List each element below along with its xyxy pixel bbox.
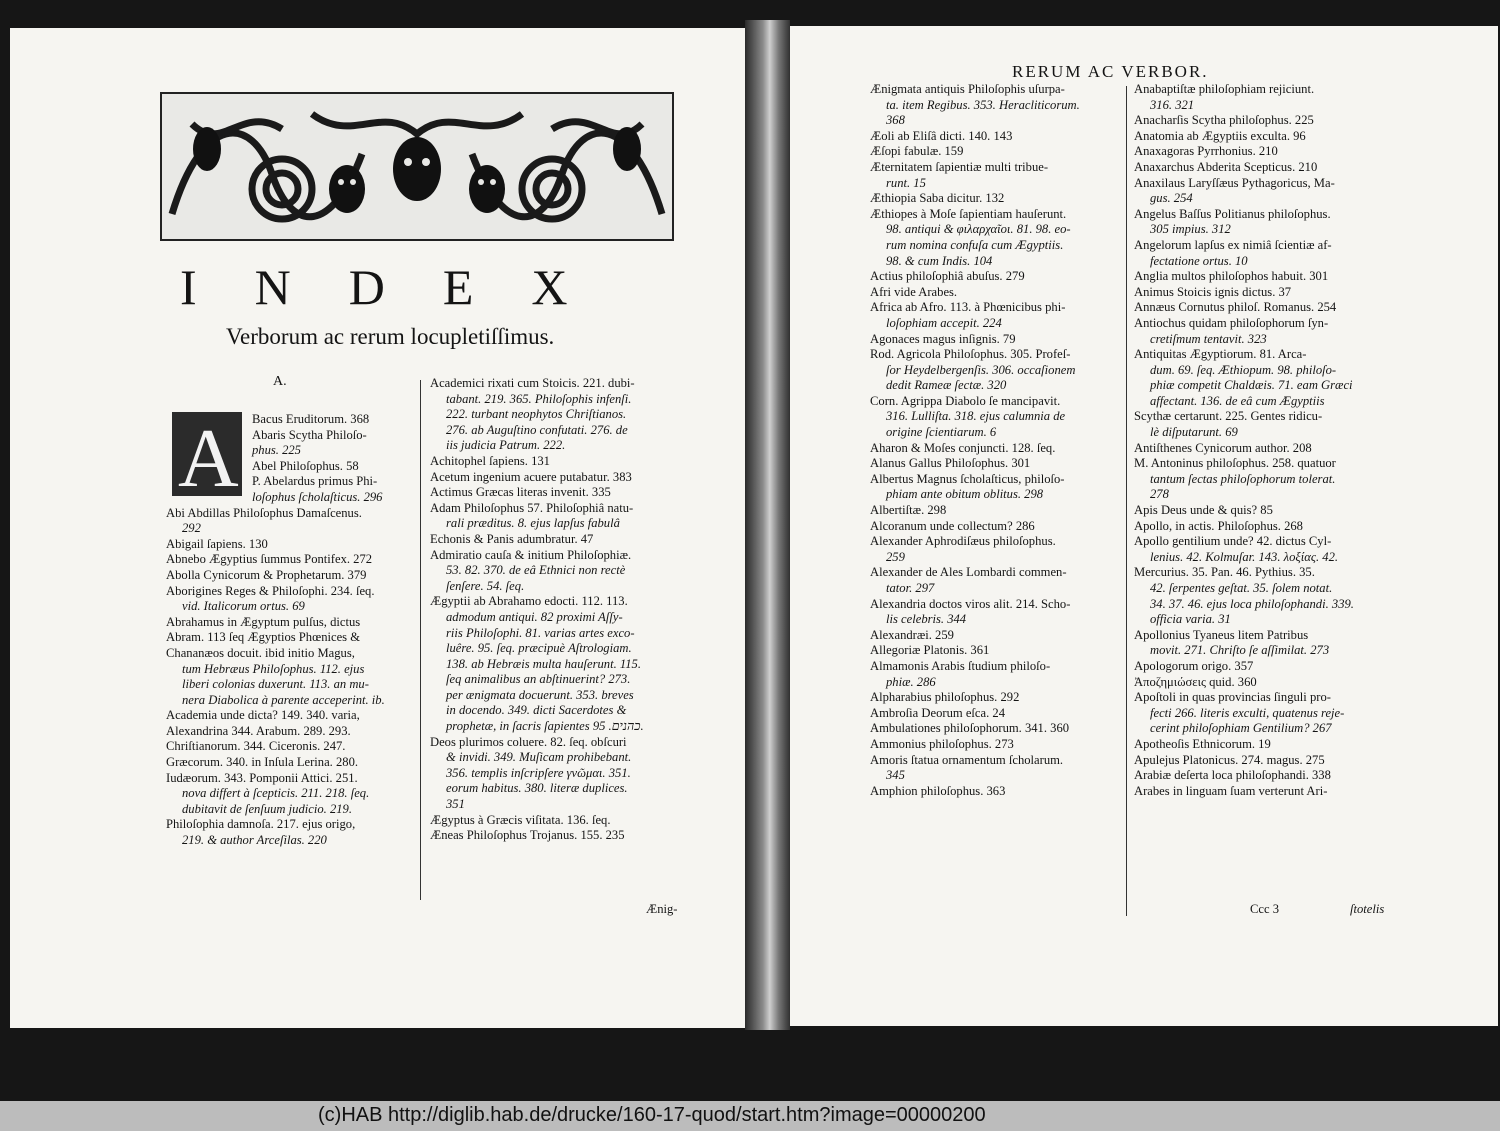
index-entry: Alexandræi. 259 (870, 627, 954, 642)
index-entry: Amoris ſtatua ornamentum ſcholarum. (870, 752, 1064, 767)
index-entry: P. Abelardus primus Phi- (252, 474, 378, 489)
index-entry: Anaxilaus Laryſſæus Pythagoricus, Ma- (1134, 175, 1335, 190)
index-entry: lis celebris. 344 (886, 612, 967, 627)
index-entry: vid. Italicorum ortus. 69 (182, 599, 305, 614)
index-entry: Albertus Magnus ſcholaſticus, philoſo- (870, 471, 1065, 486)
index-entry: phiæ competit Chaldæis. 71. eam Græci (1150, 378, 1353, 393)
index-entry: Apis Deus unde & quis? 85 (1134, 503, 1273, 518)
index-entry: rum nomina confuſa cum Ægyptiis. (886, 237, 1064, 252)
index-entry: 278 (1150, 487, 1169, 502)
index-entry: Arabiæ deſerta loca philoſophandi. 338 (1134, 768, 1331, 783)
index-entry: Albertiſtæ. 298 (870, 503, 947, 518)
index-entry: Æthiopes à Moſe ſapientiam hauſerunt. (870, 206, 1067, 221)
index-entry: Abolla Cynicorum & Prophetarum. 379 (166, 567, 367, 582)
right-catchword: ſtotelis (1350, 902, 1385, 916)
index-entry: dedit Rameæ ſectæ. 320 (886, 378, 1007, 393)
index-entry: Æneas Philoſophus Trojanus. 155. 235 (430, 828, 625, 843)
index-entry: Deos plurimos coluere. 82. ſeq. obſcuri (430, 734, 627, 749)
index-entry: Echonis & Panis adumbratur. 47 (430, 531, 594, 546)
index-entry: Alexander Aphrodiſæus philoſophus. (870, 534, 1056, 549)
book-gutter (745, 20, 790, 1030)
index-entry: 351 (446, 797, 465, 812)
index-entry: 259 (886, 549, 905, 564)
left-page-column-1 (166, 412, 414, 849)
index-entry: nera Diabolica à parente acceperint. ib. (182, 692, 385, 707)
index-entry: Abrahamus in Ægyptum pulſus, dictus (166, 614, 361, 629)
index-entry: tum Hebræus Philoſophus. 112. ejus (182, 661, 365, 676)
index-entry: movit. 271. Chriſto ſe aſſimilat. 273 (1150, 643, 1330, 658)
index-entry: ta. item Regibus. 353. Heracliticorum. (886, 97, 1080, 112)
index-entry: 368 (886, 113, 905, 128)
index-entry: Antiquitas Ægyptiorum. 81. Arca- (1134, 347, 1307, 362)
index-entry: loſophus ſcholaſticus. 296 (252, 489, 383, 504)
index-entry: Chananæos docuit. ibid initio Magus, (166, 645, 355, 660)
index-entry: Ammonius philoſophus. 273 (870, 736, 1014, 751)
index-entry: Adam Philoſophus 57. Philoſophiâ natu- (430, 500, 634, 515)
index-entry: Anatomia ab Ægyptiis exculta. 96 (1134, 128, 1306, 143)
index-entry: Amphion philoſophus. 363 (870, 783, 1006, 798)
index-entry: & invidi. 349. Muſicam prohibebant. (446, 750, 632, 765)
index-entry: M. Antoninus philoſophus. 258. quatuor (1134, 456, 1336, 471)
index-entry: Aharon & Moſes conjuncti. 128. ſeq. (870, 440, 1056, 455)
index-entry: Apollo, in actis. Philoſophus. 268 (1134, 518, 1303, 533)
index-entry: Ambulationes philoſophorum. 341. 360 (870, 721, 1070, 736)
index-entry: Actimus Græcas literas invenit. 335 (430, 485, 611, 500)
index-entry: Anglia multos philoſophos habuit. 301 (1134, 269, 1329, 284)
right-page-column-1 (870, 82, 1118, 799)
index-entry: Ambroſia Deorum eſca. 24 (870, 705, 1005, 720)
drop-cap-letter: A (178, 412, 239, 505)
headpiece-scrollwork-icon (162, 94, 672, 239)
index-entry: liberi colonias duxerunt. 113. an mu- (182, 677, 369, 692)
index-entry: Actius philoſophiâ abuſus. 279 (870, 269, 1025, 284)
index-entry: Rod. Agricola Philoſophus. 305. Profeſ- (870, 347, 1071, 362)
index-entry: Animus Stoicis ignis dictus. 37 (1134, 284, 1292, 299)
index-entry: origine ſcientiarum. 6 (886, 425, 997, 440)
index-entry: gus. 254 (1150, 191, 1193, 206)
index-entry: Scythæ certarunt. 225. Gentes ridicu- (1134, 409, 1323, 424)
index-entry: Academia unde dicta? 149. 340. varia, (166, 708, 360, 723)
index-entry: Afri vide Arabes. (870, 284, 958, 299)
index-entry: Alpharabius philoſophus. 292 (870, 690, 1020, 705)
index-entry: 219. & author Arceſilas. 220 (182, 833, 327, 848)
index-entry: Chriſtianorum. 344. Ciceronis. 247. (166, 739, 346, 754)
index-entry: lenius. 42. Kolmuſar. 143. λοξίας. 42. (1150, 549, 1339, 564)
index-entry: Africa ab Afro. 113. à Phœnicibus phi- (870, 300, 1066, 315)
index-entry: Annæus Cornutus philoſ. Romanus. 254 (1134, 300, 1337, 315)
index-entry: in docendo. 349. dicti Sacerdotes & (446, 703, 627, 718)
index-entry: Antiochus quidam philoſophorum ſyn- (1134, 315, 1329, 330)
index-entry: tator. 297 (886, 581, 935, 595)
index-entry: tabant. 219. 365. Philoſophis infenſi. (446, 391, 632, 406)
index-entry: Abaris Scytha Philoſo- (252, 427, 367, 442)
index-entry: 98. antiqui & φιλαρχαῖοι. 81. 98. eo- (886, 222, 1071, 237)
index-entry: 316. Lulliſta. 318. ejus calumnia de (886, 409, 1066, 424)
index-entry: Abnebo Ægyptius ſummus Pontifex. 272 (166, 552, 373, 567)
index-entry: Philoſophia damnoſa. 217. ejus origo, (166, 817, 356, 832)
index-entry: 356. templis inſcripſere γνῶμαι. 351. (446, 765, 631, 780)
index-entry: cerint philoſophiam Gentilium? 267 (1150, 721, 1332, 736)
index-entry: Angelorum lapſus ex nimiâ ſcientiæ af- (1134, 237, 1332, 252)
index-entry: runt. 15 (886, 175, 926, 190)
index-entry: Apulejus Platonicus. 274. magus. 275 (1134, 752, 1325, 767)
index-entry: Apoſtoli in quas provincias ſinguli pro- (1134, 690, 1331, 705)
index-entry: loſophiam accepit. 224 (886, 315, 1002, 330)
index-entry: Alanus Gallus Philoſophus. 301 (870, 456, 1031, 471)
section-letter: A. (273, 374, 287, 389)
index-entry: Æſopi fabulæ. 159 (870, 144, 964, 159)
index-entry: Achitophel ſapiens. 131 (430, 453, 550, 468)
index-entry: Æoli ab Eliſâ dicti. 140. 143 (870, 128, 1013, 143)
index-entry: Ἀποζημιώσεις quid. 360 (1134, 674, 1257, 689)
index-entry: per ænigmata docuerunt. 353. breves (446, 687, 634, 702)
index-entry: Anacharſis Scytha philoſophus. 225 (1134, 113, 1314, 128)
index-entry: Abigail ſapiens. 130 (166, 536, 268, 551)
index-entry: ſeq animalibus an abſtinuerint? 273. (446, 672, 631, 687)
index-entry: Admiratio cauſa & initium Philoſophiæ. (430, 547, 632, 562)
index-entry: Abi Abdillas Philoſophus Damaſcenus. (166, 505, 362, 520)
index-entry: phiam ante obitum oblitus. 298 (886, 487, 1044, 502)
index-entry: phiæ. 286 (886, 674, 936, 689)
index-entry: Acetum ingenium acuere putabatur. 383 (430, 469, 632, 484)
index-entry: Ænigmata antiquis Philoſophis uſurpa- (870, 82, 1065, 96)
right-page-column-2 (1134, 82, 1382, 799)
index-entry: Angelus Baſſus Politianus philoſophus. (1134, 206, 1331, 221)
index-entry: 42. ſerpentes geſtat. 35. ſolem notat. (1150, 581, 1333, 595)
index-entry: Alexandria doctos viros alit. 214. Scho- (870, 596, 1071, 611)
index-entry: Æthiopia Saba dicitur. 132 (870, 191, 1005, 206)
index-entry: Abel Philoſophus. 58 (252, 458, 359, 473)
index-entry: 53. 82. 370. de eâ Ethnici non rectè (446, 563, 626, 578)
index-entry: fectatione ortus. 10 (1150, 253, 1248, 268)
index-entry: Apollo gentilium unde? 42. dictus Cyl- (1134, 534, 1332, 549)
index-entry: Apologorum origo. 357 (1134, 658, 1254, 673)
index-entry: Academici rixati cum Stoicis. 221. dubi- (430, 376, 635, 390)
index-entry: 98. & cum Indis. 104 (886, 253, 993, 268)
footer-bar (0, 1101, 1500, 1131)
index-entry: Mercurius. 35. Pan. 46. Pythius. 35. (1134, 565, 1315, 580)
index-entry: Ægyptus à Græcis viſitata. 136. ſeq. (430, 812, 611, 827)
index-entry: 305 impius. 312 (1150, 222, 1231, 237)
index-entry: 345 (886, 768, 905, 783)
index-entry: 276. ab Auguſtino confutati. 276. de (446, 422, 628, 437)
ornamental-headpiece (160, 92, 674, 241)
index-entry: 138. ab Hebræis multa hauſerunt. 115. (446, 656, 641, 671)
index-entry: Græcorum. 340. in Inſula Lerina. 280. (166, 755, 359, 770)
index-entry: dubitavit de ſenſuum judicio. 219. (182, 801, 352, 816)
index-entry: Agonaces magus inſignis. 79 (870, 331, 1016, 346)
index-subtitle: Verborum ac rerum locupletiſſimus. (226, 324, 555, 349)
running-head: RERUM AC VERBOR. (1012, 62, 1209, 81)
index-entry: ſor Heydelbergenſis. 306. occaſionem (886, 362, 1076, 377)
index-entry: tantum ſectas philoſophorum tolerat. (1150, 471, 1336, 486)
index-entry: eorum habitus. 380. literæ duplices. (446, 781, 628, 796)
index-entry: fecti 266. literis exculti, quatenus reje- (1150, 705, 1345, 720)
index-entry: riis Philoſophi. 81. varias artes exco- (446, 625, 635, 640)
index-entry: phus. 225 (252, 443, 301, 458)
column-divider-right (1126, 86, 1127, 916)
footer-credit-link[interactable]: (c)HAB http://diglib.hab.de/drucke/160-17-quod/start.htm?image=00000200 (318, 1104, 986, 1126)
index-entry: Bacus Eruditorum. 368 (252, 412, 370, 426)
index-entry: Iudæorum. 343. Pomponii Attici. 251. (166, 770, 358, 785)
index-entry: Antiſthenes Cynicorum author. 208 (1134, 440, 1312, 455)
index-entry: dum. 69. ſeq. Æthiopum. 98. philoſo- (1150, 362, 1337, 377)
index-entry: Apollonius Tyaneus litem Patribus (1134, 627, 1309, 642)
index-entry: 316. 321 (1150, 97, 1195, 112)
index-entry: Anabaptiſtæ philoſophiam rejiciunt. (1134, 82, 1315, 96)
index-entry: 292 (182, 521, 201, 536)
index-entry: Alexander de Ales Lombardi commen- (870, 565, 1067, 580)
index-entry: luêre. 95. ſeq. præcipuè Aſtrologiam. (446, 641, 632, 656)
index-entry: ſenſere. 54. ſeq. (446, 578, 525, 593)
index-entry: Ægyptii ab Abrahamo edocti. 112. 113. (430, 594, 628, 609)
index-entry: Abram. 113 ſeq Ægyptios Phœnices & (166, 630, 361, 645)
index-entry: Apotheoſis Ethnicorum. 19 (1134, 736, 1271, 751)
index-entry: prophetæ, in ſacris ſapientes כהנים. 95. (446, 719, 644, 734)
index-entry: 222. turbant neophytos Chriſtianos. (446, 407, 627, 422)
index-entry: Corn. Agrippa Diabolo ſe mancipavit. (870, 393, 1061, 408)
index-entry: lè diſputarunt. 69 (1150, 425, 1238, 440)
index-entry: iis judicia Patrum. 222. (446, 438, 566, 453)
index-entry: Allegoriæ Platonis. 361 (870, 643, 990, 658)
index-entry: 34. 37. 46. ejus loca philoſophandi. 339. (1150, 596, 1354, 611)
index-entry: affectant. 136. de eâ cum Ægyptiis (1150, 393, 1325, 408)
index-entry: Alcoranum unde collectum? 286 (870, 518, 1035, 533)
index-entry: Aborigines Reges & Philoſophi. 234. ſeq. (166, 583, 375, 598)
index-entry: Æternitatem ſapientiæ multi tribue- (870, 159, 1049, 174)
left-page-column-2 (430, 376, 682, 844)
index-entry: admodum antiqui. 82 proximi Aſſy- (446, 609, 623, 624)
left-catchword: Ænig- (646, 902, 678, 916)
index-entry: Alexandrina 344. Arabum. 289. 293. (166, 723, 351, 738)
index-entry: officia varia. 31 (1150, 612, 1231, 627)
index-entry: Anaxarchus Abderita Scepticus. 210 (1134, 159, 1318, 174)
column-divider (420, 380, 421, 900)
page-signature: Ccc 3 (1250, 902, 1280, 916)
index-entry: nova differt à ſcepticis. 211. 218. ſeq. (182, 786, 370, 801)
index-entry: cretiſmum tentavit. 323 (1150, 331, 1267, 346)
index-title: INDEX (180, 259, 626, 315)
index-entry: rali præditus. 8. ejus lapſus fabulâ (446, 516, 620, 531)
index-entry: Anaxagoras Pyrrhonius. 210 (1134, 144, 1278, 159)
index-entry: Arabes in linguam ſuam verterunt Ari- (1134, 783, 1328, 798)
index-entry: Almamonis Arabis ſtudium philoſo- (870, 658, 1051, 673)
